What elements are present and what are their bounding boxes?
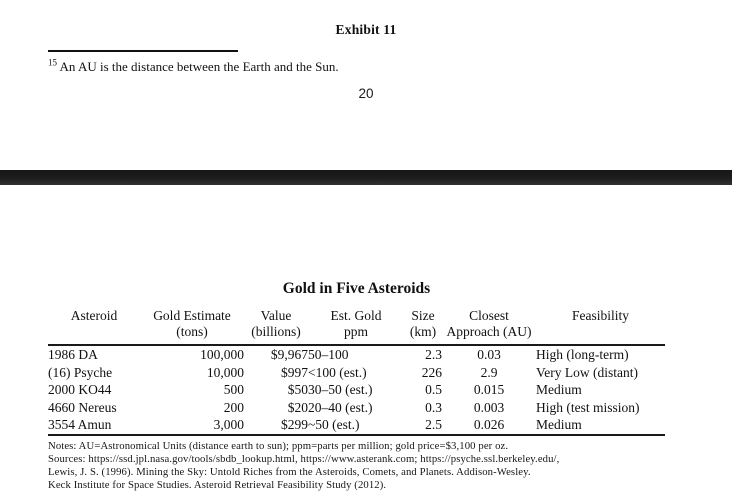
asteroid-name-cell: 4660 Nereus — [48, 399, 117, 415]
note-line: Notes: AU=Astronomical Units (distance earth to sun); ppm=parts per million; gold price=$3,100 per oz. — [48, 439, 509, 452]
asteroid-table — [48, 307, 665, 436]
gold-estimate-cell: 200 — [223, 399, 244, 415]
column-header-est-gold: Est. Gold — [330, 308, 382, 323]
feasibility-cell: Very Low (distant) — [536, 364, 638, 380]
column-subheader-asteroid — [48, 324, 140, 345]
column-header-closest: Closest — [469, 308, 509, 323]
est-gold-ppm-cell: 30–50 (est.) — [308, 382, 373, 398]
asteroid-name-cell: 3554 Amun — [48, 417, 112, 433]
gold-estimate-cell: 10,000 — [206, 364, 244, 380]
table-row — [48, 381, 665, 399]
column-subheader-tons: (tons) — [140, 324, 244, 345]
table-row — [48, 399, 665, 417]
asteroid-name-cell: 1986 DA — [48, 347, 98, 362]
est-gold-ppm-cell: ~50 (est.) — [308, 417, 360, 433]
table-notes — [48, 440, 665, 492]
asteroid-name-cell: 2000 KO44 — [48, 382, 112, 398]
column-subheader-billions: (billions) — [244, 324, 308, 345]
value-cell: $9,967 — [270, 347, 308, 362]
size-cell: 2.5 — [425, 417, 442, 433]
size-cell: 0.3 — [425, 399, 442, 415]
column-subheader-approach-au: Approach (AU) — [442, 324, 536, 345]
value-cell: $299 — [281, 417, 308, 433]
column-header-feasibility: Feasibility — [572, 308, 629, 323]
footnote-separator-rule — [48, 50, 238, 52]
asteroid-name-cell: (16) Psyche — [48, 364, 113, 380]
size-cell: 0.5 — [425, 382, 442, 398]
gold-estimate-cell: 100,000 — [200, 347, 244, 362]
closest-approach-cell: 2.9 — [480, 364, 498, 380]
gold-asteroids-section — [48, 280, 665, 492]
column-header-asteroid: Asteroid — [70, 308, 118, 323]
closest-approach-cell: 0.015 — [473, 382, 505, 398]
gold-estimate-cell: 500 — [223, 382, 244, 398]
exhibit-title: Exhibit 11 — [335, 22, 397, 37]
table-row — [48, 364, 665, 382]
value-cell: $20 — [287, 399, 308, 415]
column-header-gold-estimate: Gold Estimate — [153, 308, 231, 323]
table-row — [48, 345, 665, 364]
value-cell: $997 — [281, 364, 308, 380]
closest-approach-cell: 0.03 — [477, 347, 501, 362]
gold-estimate-cell: 3,000 — [213, 417, 244, 433]
header-row-1 — [48, 307, 665, 324]
closest-approach-cell: 0.026 — [473, 417, 505, 433]
footnote — [48, 59, 339, 75]
feasibility-cell: High (test mission) — [536, 399, 640, 415]
est-gold-ppm-cell: 50–100 — [308, 347, 349, 362]
column-subheader-feasibility — [536, 324, 665, 345]
column-header-size: Size — [411, 308, 435, 323]
closest-approach-cell: 0.003 — [473, 399, 505, 415]
size-cell: 2.3 — [425, 347, 442, 362]
est-gold-ppm-cell: 20–40 (est.) — [308, 399, 373, 415]
feasibility-cell: High (long-term) — [536, 347, 629, 362]
note-line: Lewis, J. S. (1996). Mining the Sky: Untold Riches from the Asteroids, Comets, and Planets. Addison-Wesley. — [48, 465, 531, 478]
footnote-text: An AU is the distance between the Earth and the Sun. — [59, 59, 339, 74]
est-gold-ppm-cell: <100 (est.) — [308, 364, 367, 380]
column-subheader-ppm: ppm — [308, 324, 404, 345]
column-subheader-km: (km) — [404, 324, 442, 345]
page-break-bar — [0, 170, 732, 185]
table-title: Gold in Five Asteroids — [282, 280, 431, 297]
size-cell: 226 — [421, 364, 442, 380]
feasibility-cell: Medium — [536, 382, 582, 398]
value-cell: $50 — [287, 382, 308, 398]
footnote-marker: 15 — [48, 57, 57, 68]
feasibility-cell: Medium — [536, 417, 582, 433]
note-line: Keck Institute for Space Studies. Asteroid Retrieval Feasibility Study (2012). — [48, 478, 387, 491]
note-line: Sources: https://ssd.jpl.nasa.gov/tools/sbdb_lookup.html, https://www.asterank.com; https://psyche.ssl.berkeley.edu/, — [48, 452, 560, 465]
column-header-value: Value — [260, 308, 292, 323]
header-row-2 — [48, 324, 665, 345]
table-row — [48, 416, 665, 435]
page-number: 20 — [358, 86, 374, 101]
